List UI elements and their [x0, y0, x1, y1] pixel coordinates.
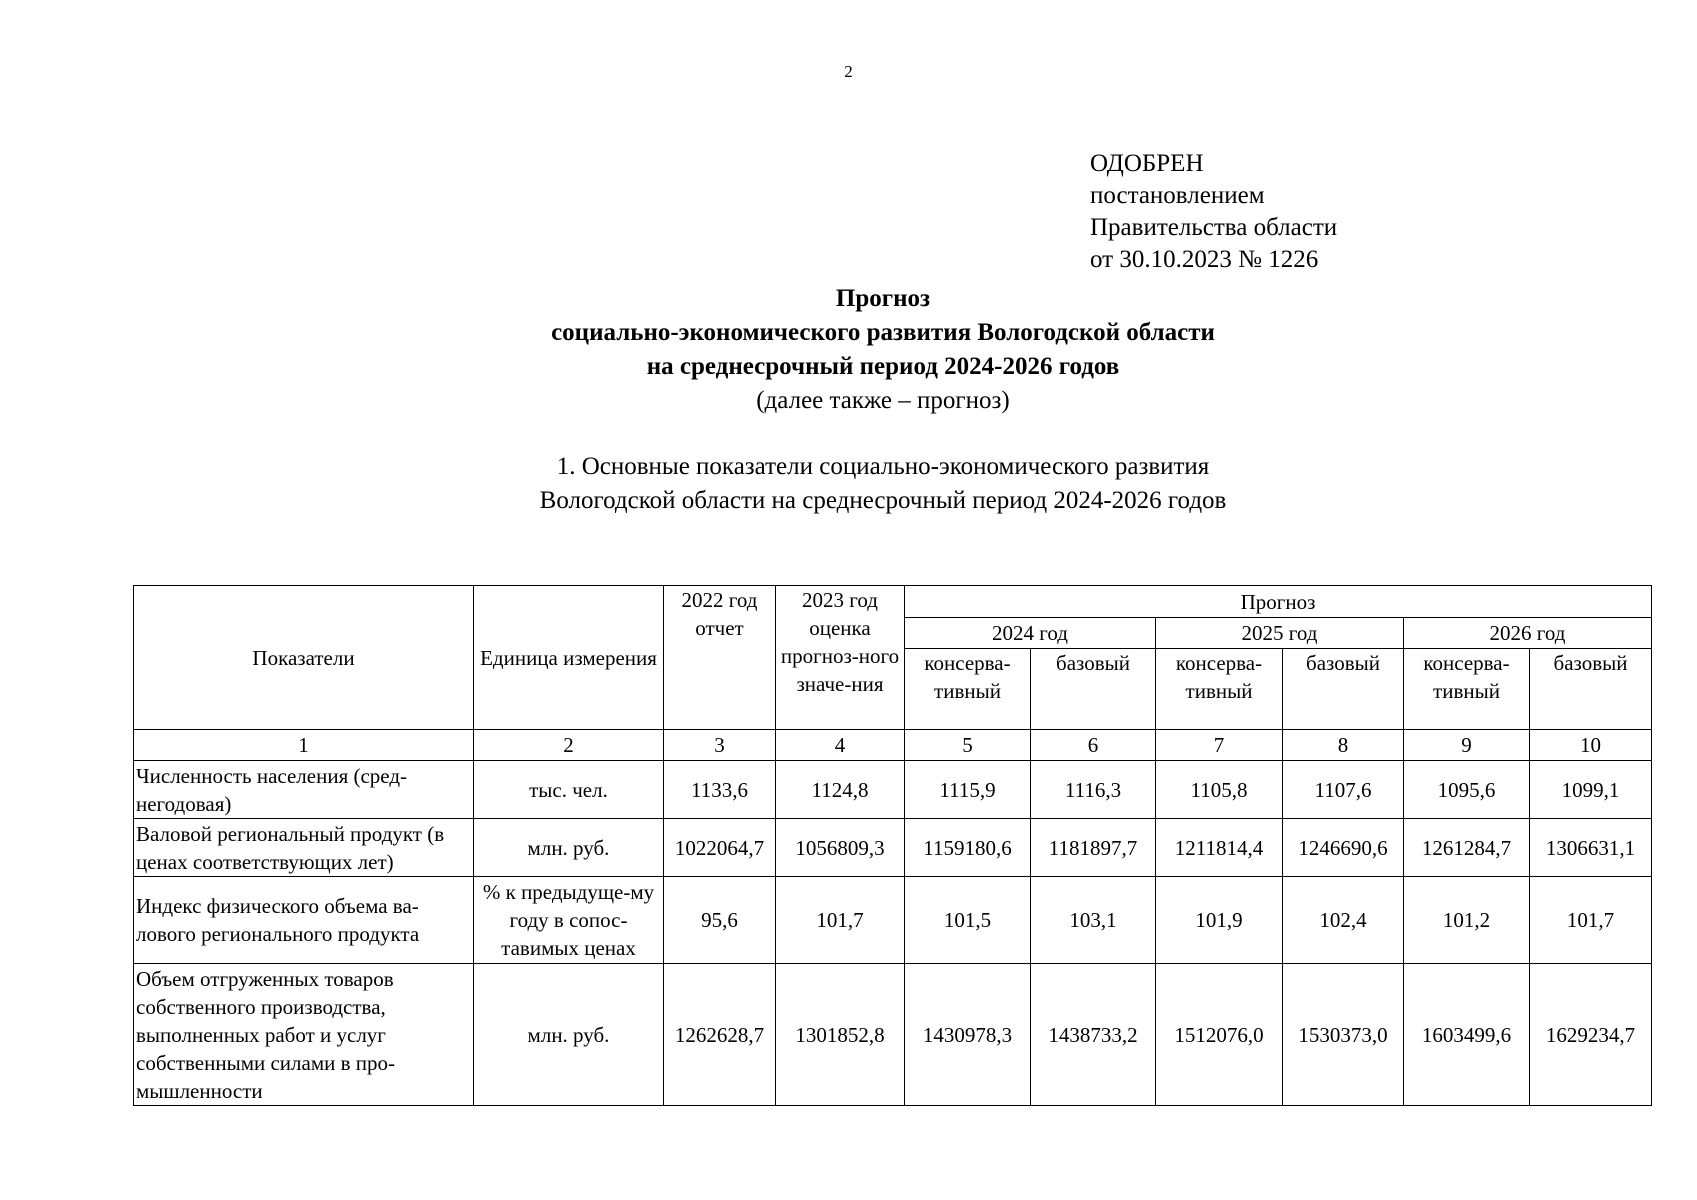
value-cell: 101,7 [776, 877, 905, 964]
table-row [134, 964, 1652, 1106]
approval-line: Правительства области [1090, 214, 1338, 241]
value-cell: 1306631,1 [1530, 819, 1652, 877]
indicator-unit: тыс. чел. [474, 761, 664, 819]
header-conservative: консерва-тивный [1156, 649, 1283, 730]
header-2024: 2024 год [905, 618, 1156, 649]
header-unit: Единица измерения [474, 586, 664, 730]
indicator-name: Численность населения (сред-негодовая) [134, 761, 474, 819]
value-cell: 1022064,7 [664, 819, 776, 877]
table-row [134, 819, 1652, 877]
indicator-unit: млн. руб. [474, 819, 664, 877]
title-line: Прогноз [835, 285, 931, 312]
column-number: 4 [776, 730, 905, 761]
value-cell: 1116,3 [1031, 761, 1156, 819]
value-cell: 1301852,8 [776, 964, 905, 1106]
indicator-name: Объем отгруженных товаров собственного производства, выполненных работ и услуг собственными силами в про-мышленности [134, 964, 474, 1106]
section-title-line: Вологодской области на среднесрочный период 2024-2026 годов [539, 487, 1227, 514]
value-cell: 1261284,7 [1404, 819, 1530, 877]
column-number-row [134, 730, 1652, 761]
section-title-line: 1. Основные показатели социально-экономического развития [556, 453, 1210, 480]
value-cell: 95,6 [664, 877, 776, 964]
value-cell: 1124,8 [776, 761, 905, 819]
column-number: 10 [1530, 730, 1652, 761]
indicator-unit: млн. руб. [474, 964, 664, 1106]
table-row [134, 761, 1652, 819]
title-subline: (далее также – прогноз) [756, 387, 1010, 414]
header-conservative: консерва-тивный [905, 649, 1031, 730]
value-cell: 1246690,6 [1283, 819, 1404, 877]
forecast-table [133, 585, 1652, 1106]
page-number: 2 [844, 62, 853, 81]
value-cell: 1095,6 [1404, 761, 1530, 819]
value-cell: 101,2 [1404, 877, 1530, 964]
value-cell: 1430978,3 [905, 964, 1031, 1106]
value-cell: 1629234,7 [1530, 964, 1652, 1106]
indicator-name: Индекс физического объема ва-лового регионального продукта [134, 877, 474, 964]
value-cell: 1115,9 [905, 761, 1031, 819]
title-line: на среднесрочный период 2024-2026 годов [646, 353, 1120, 380]
header-2022: 2022 год отчет [664, 586, 776, 730]
title-line: социально-экономического развития Вологодской области [551, 319, 1215, 346]
approval-line: от 30.10.2023 № 1226 [1090, 246, 1319, 273]
header-base: базовый [1530, 649, 1652, 730]
header-base: базовый [1283, 649, 1404, 730]
value-cell: 101,5 [905, 877, 1031, 964]
section-title [0, 450, 1697, 518]
header-2023: 2023 год оценка прогноз-ного значе-ния [776, 586, 905, 730]
header-2026: 2026 год [1404, 618, 1652, 649]
header-2025: 2025 год [1156, 618, 1404, 649]
value-cell: 1159180,6 [905, 819, 1031, 877]
value-cell: 1105,8 [1156, 761, 1283, 819]
value-cell: 103,1 [1031, 877, 1156, 964]
value-cell: 1133,6 [664, 761, 776, 819]
column-number: 1 [134, 730, 474, 761]
header-base: базовый [1031, 649, 1156, 730]
value-cell: 1438733,2 [1031, 964, 1156, 1106]
value-cell: 1262628,7 [664, 964, 776, 1106]
value-cell: 1181897,7 [1031, 819, 1156, 877]
indicator-unit: % к предыдуще-му году в сопос-тавимых ценах [474, 877, 664, 964]
value-cell: 102,4 [1283, 877, 1404, 964]
value-cell: 1056809,3 [776, 819, 905, 877]
value-cell: 101,7 [1530, 877, 1652, 964]
column-number: 8 [1283, 730, 1404, 761]
table-row [134, 877, 1652, 964]
approval-line: постановлением [1090, 182, 1265, 209]
header-forecast: Прогноз [905, 586, 1652, 618]
column-number: 6 [1031, 730, 1156, 761]
value-cell: 1530373,0 [1283, 964, 1404, 1106]
column-number: 5 [905, 730, 1031, 761]
value-cell: 1107,6 [1283, 761, 1404, 819]
document-title [0, 282, 1697, 418]
column-number: 9 [1404, 730, 1530, 761]
value-cell: 1099,1 [1530, 761, 1652, 819]
column-number: 7 [1156, 730, 1283, 761]
value-cell: 1512076,0 [1156, 964, 1283, 1106]
header-indicators: Показатели [134, 586, 474, 730]
approval-line: ОДОБРЕН [1090, 150, 1204, 177]
value-cell: 1211814,4 [1156, 819, 1283, 877]
value-cell: 1603499,6 [1404, 964, 1530, 1106]
column-number: 3 [664, 730, 776, 761]
header-conservative: консерва-тивный [1404, 649, 1530, 730]
value-cell: 101,9 [1156, 877, 1283, 964]
column-number: 2 [474, 730, 664, 761]
approval-stamp [1090, 148, 1337, 276]
indicator-name: Валовой региональный продукт (в ценах соответствующих лет) [134, 819, 474, 877]
